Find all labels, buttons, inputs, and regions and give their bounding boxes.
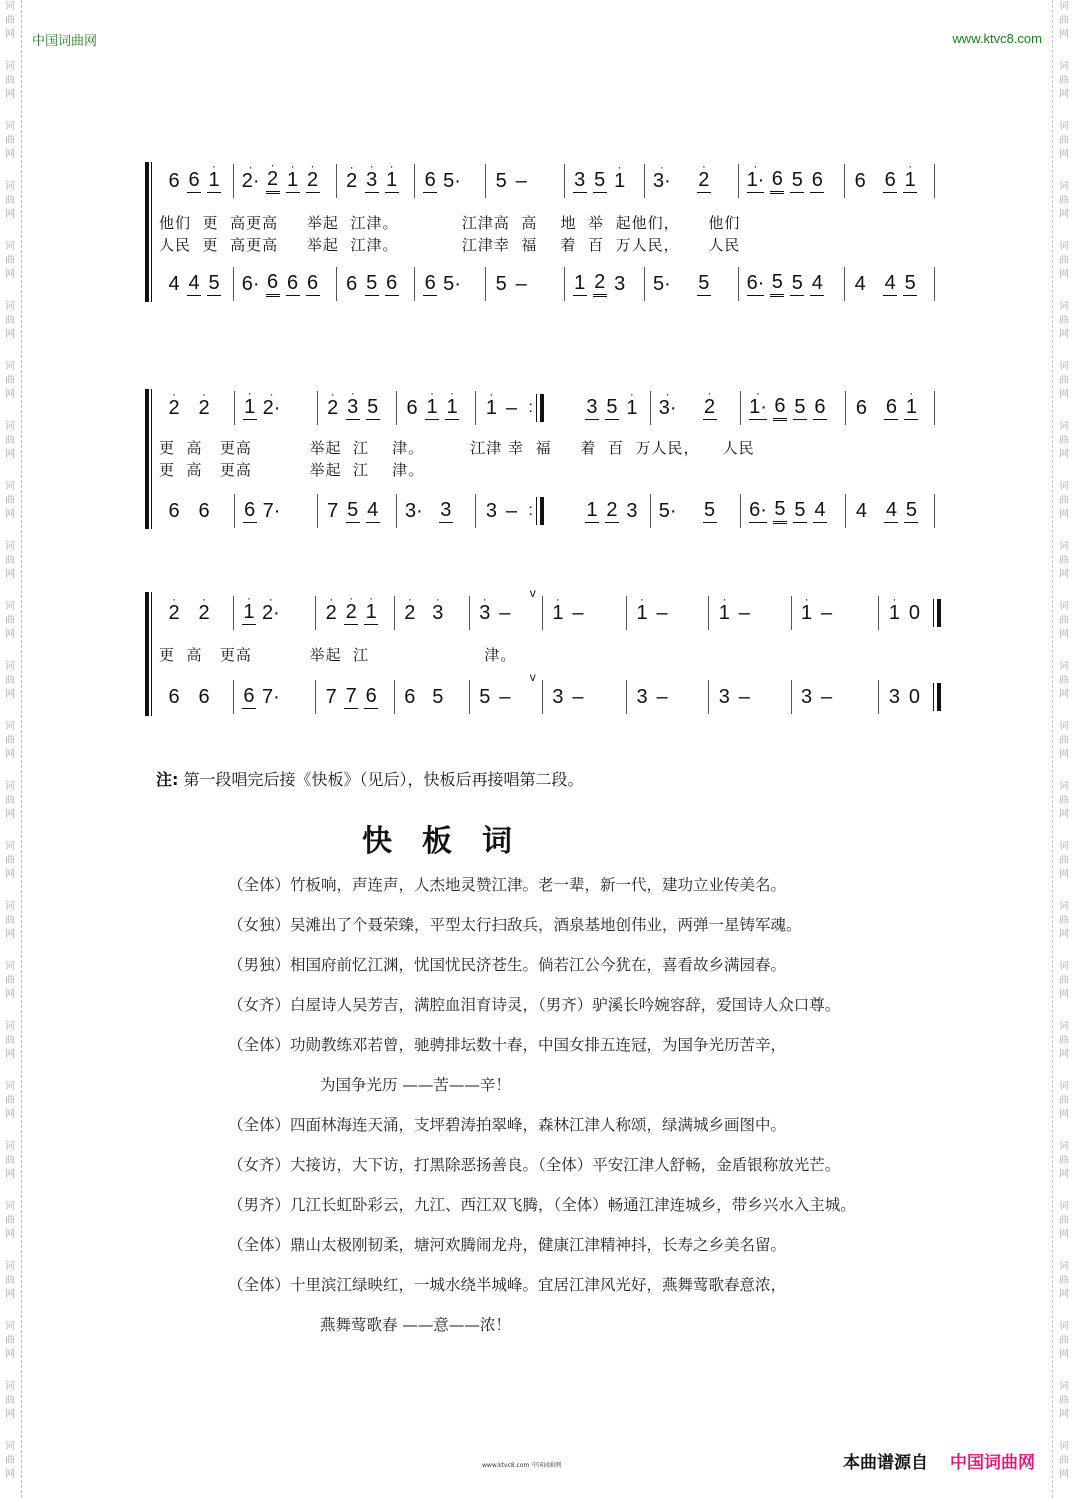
- watermark-glyphs: 词 曲 网: [1059, 841, 1069, 880]
- watermark-glyphs: 词 曲 网: [1059, 961, 1069, 1000]
- watermark-glyphs: 词 曲 网: [1059, 1261, 1069, 1300]
- score-system-2: [145, 387, 935, 532]
- watermark-glyphs: 词 曲 网: [5, 661, 15, 700]
- watermark-glyphs: 词 曲 网: [1059, 181, 1069, 220]
- watermark-glyphs: 词 曲 网: [5, 601, 15, 640]
- watermark-glyphs: 词 曲 网: [5, 781, 15, 820]
- lyrics-verse-2: 人民 更 高更高 举起 江津。 江津幸 福 着 百 万人民， 人民: [159, 236, 741, 254]
- left-watermark-strip: [0, 0, 20, 1498]
- lyrics-verse-1: 更 高 更高 举起 江 津。 江津 幸 福 着 百 万人民， 人民: [159, 439, 755, 457]
- kuaiban-title: 快板词: [362, 824, 542, 859]
- watermark-glyphs: 词 曲 网: [5, 61, 15, 100]
- watermark-glyphs: 词 曲 网: [5, 121, 15, 160]
- footer-source-brand: 中国词曲网: [950, 1453, 1035, 1473]
- watermark-glyphs: 词 曲 网: [5, 1381, 15, 1420]
- kuaiban-line: （全体）十里滨江绿映红，一城水绕半城峰。宜居江津风光好，燕舞莺歌春意浓，: [228, 1276, 787, 1294]
- watermark-glyphs: 词 曲 网: [1059, 601, 1069, 640]
- lyrics-verse-1: 他们 更 高更高 举起 江津。 江津高 高 地 举 起他们， 他们: [159, 214, 741, 232]
- watermark-glyphs: 词 曲 网: [5, 1201, 15, 1240]
- watermark-glyphs: 词 曲 网: [1059, 61, 1069, 100]
- upper-voice-staff: · 2 · 2 · 1 · 2· · 2 · 3 5 6 · 1 · 1 · 1 – : 3 5 · 1 · 3· · 2 · 1· 6 5 6 6 6 · 1: [159, 391, 935, 425]
- watermark-glyphs: 词 曲 网: [5, 961, 15, 1000]
- watermark-glyphs: 词 曲 网: [1059, 421, 1069, 460]
- watermark-glyphs: 词 曲 网: [1059, 1201, 1069, 1240]
- watermark-glyphs: 词 曲 网: [1059, 301, 1069, 340]
- kuaiban-line: （全体）鼎山太极刚韧柔，塘河欢腾闹龙舟，健康江津精神抖，长寿之乡美名留。: [228, 1236, 787, 1254]
- watermark-glyphs: 词 曲 网: [1059, 721, 1069, 760]
- watermark-glyphs: 词 曲 网: [5, 901, 15, 940]
- watermark-glyphs: 词 曲 网: [1059, 1381, 1069, 1420]
- note-label: 注:: [156, 770, 179, 789]
- watermark-glyphs: 词 曲 网: [5, 541, 15, 580]
- watermark-glyphs: 词 曲 网: [1059, 481, 1069, 520]
- lower-voice-staff: 6 6 6 7· 7 7 6 6 5 5 – v 3 – 3 – 3 – 3 – 3 0: [159, 680, 935, 714]
- watermark-glyphs: 词 曲 网: [1059, 1021, 1069, 1060]
- watermark-glyphs: 词 曲 网: [1059, 661, 1069, 700]
- watermark-glyphs: 词 曲 网: [5, 1, 15, 40]
- right-watermark-strip: [1054, 0, 1074, 1498]
- watermark-glyphs: 词 曲 网: [1059, 781, 1069, 820]
- watermark-glyphs: 词 曲 网: [1059, 1, 1069, 40]
- watermark-glyphs: 词 曲 网: [5, 1261, 15, 1300]
- score-system-1: [145, 160, 935, 305]
- watermark-glyphs: 词 曲 网: [5, 361, 15, 400]
- watermark-glyphs: 词 曲 网: [5, 1441, 15, 1480]
- left-margin-line: [21, 0, 22, 1498]
- footer-site-text: www.ktvc8.com 中国词曲网: [482, 1462, 562, 1469]
- site-name-header: 中国词曲网: [32, 34, 98, 49]
- upper-voice-staff: · 2 · 2 · 1 · 2· · 2 · 2 · 1 · 2 · 3 · 3 – v · 1 – · 1 – · 1 – · 1 – · 1 0: [159, 596, 935, 630]
- watermark-glyphs: 词 曲 网: [5, 181, 15, 220]
- watermark-glyphs: 词 曲 网: [1059, 1141, 1069, 1180]
- kuaiban-line: （男齐）几江长虹卧彩云，九江、西江双飞腾，（全体）畅通江津连城乡，带乡兴水入主城。: [228, 1196, 856, 1214]
- kuaiban-line: （女独）吴滩出了个聂荣臻，平型太行扫敌兵，酒泉基地创伟业，两弹一星铸军魂。: [228, 916, 802, 934]
- footer-source-label: 本曲谱源自: [843, 1453, 928, 1473]
- score-system-3: [145, 586, 935, 720]
- watermark-glyphs: 词 曲 网: [1059, 121, 1069, 160]
- watermark-glyphs: 词 曲 网: [5, 1321, 15, 1360]
- watermark-glyphs: 词 曲 网: [5, 1021, 15, 1060]
- watermark-glyphs: 词 曲 网: [1059, 901, 1069, 940]
- note-body: 第一段唱完后接《快板》（见后），快板后再接唱第二段。: [183, 770, 584, 789]
- watermark-glyphs: 词 曲 网: [5, 841, 15, 880]
- lyrics-verse-2: 更 高 更高 举起 江 津。: [159, 461, 425, 479]
- watermark-glyphs: 词 曲 网: [1059, 1441, 1069, 1480]
- upper-voice-staff: 6 6 · 1 · 2· · 2 · 1 · 2 · 2 · 3 · 1 6 5· 5 – 3 5 · 1 · 3· · 2 · 1· 6 5 6 6 6 · 1: [159, 164, 935, 198]
- watermark-glyphs: 词 曲 网: [1059, 1321, 1069, 1360]
- right-margin-line: [1052, 0, 1053, 1498]
- kuaiban-line-refrain: 燕舞莺歌春 ——意——浓！: [320, 1316, 511, 1334]
- watermark-glyphs: 词 曲 网: [5, 721, 15, 760]
- watermark-glyphs: 词 曲 网: [1059, 361, 1069, 400]
- performance-note: [156, 767, 584, 790]
- watermark-glyphs: 词 曲 网: [5, 301, 15, 340]
- watermark-glyphs: 词 曲 网: [5, 421, 15, 460]
- watermark-glyphs: 词 曲 网: [1059, 541, 1069, 580]
- watermark-glyphs: 词 曲 网: [5, 1141, 15, 1180]
- lower-voice-staff: 6 6 6 7· 7 5 4 3· 3 3 – : 1 2 3 5· 5 6· 5 5 4 4 4 5: [159, 494, 935, 528]
- lower-voice-staff: 4 4 5 6· 6 6 6 6 5 6 6 5· 5 – 1 2 3 5· 5 6· 5 5 4 4 4 5: [159, 267, 935, 301]
- lyrics-verse-1: 更 高 更高 举起 江 津。: [159, 646, 517, 664]
- kuaiban-line: （全体）功勋教练邓若曾，驰骋排坛数十春，中国女排五连冠，为国争光历苦辛，: [228, 1036, 787, 1054]
- watermark-glyphs: 词 曲 网: [5, 1081, 15, 1120]
- watermark-glyphs: 词 曲 网: [5, 241, 15, 280]
- kuaiban-line: （全体）竹板响，声连声，人杰地灵赞江津。老一辈，新一代，建功立业传美名。: [228, 876, 787, 894]
- site-url-header: www.ktvc8.com: [952, 31, 1042, 46]
- watermark-glyphs: 词 曲 网: [1059, 1081, 1069, 1120]
- kuaiban-line: （全体）四面林海连天涌，支坪碧涛拍翠峰，森林江津人称颂，绿满城乡画图中。: [228, 1116, 787, 1134]
- kuaiban-line: （女齐）白屋诗人吴芳吉，满腔血泪育诗灵，（男齐）驴溪长吟婉容辞，爱国诗人众口尊。: [228, 996, 841, 1014]
- kuaiban-line-refrain: 为国争光历 ——苦——辛！: [320, 1076, 511, 1094]
- watermark-glyphs: 词 曲 网: [5, 481, 15, 520]
- kuaiban-line: （男独）相国府前忆江渊，忧国忧民济苍生。倘若江公今犹在，喜看故乡满园春。: [228, 956, 787, 974]
- kuaiban-line: （女齐）大接访，大下访，打黑除恶扬善良。（全体）平安江津人舒畅，金盾银称放光芒。: [228, 1156, 841, 1174]
- watermark-glyphs: 词 曲 网: [1059, 241, 1069, 280]
